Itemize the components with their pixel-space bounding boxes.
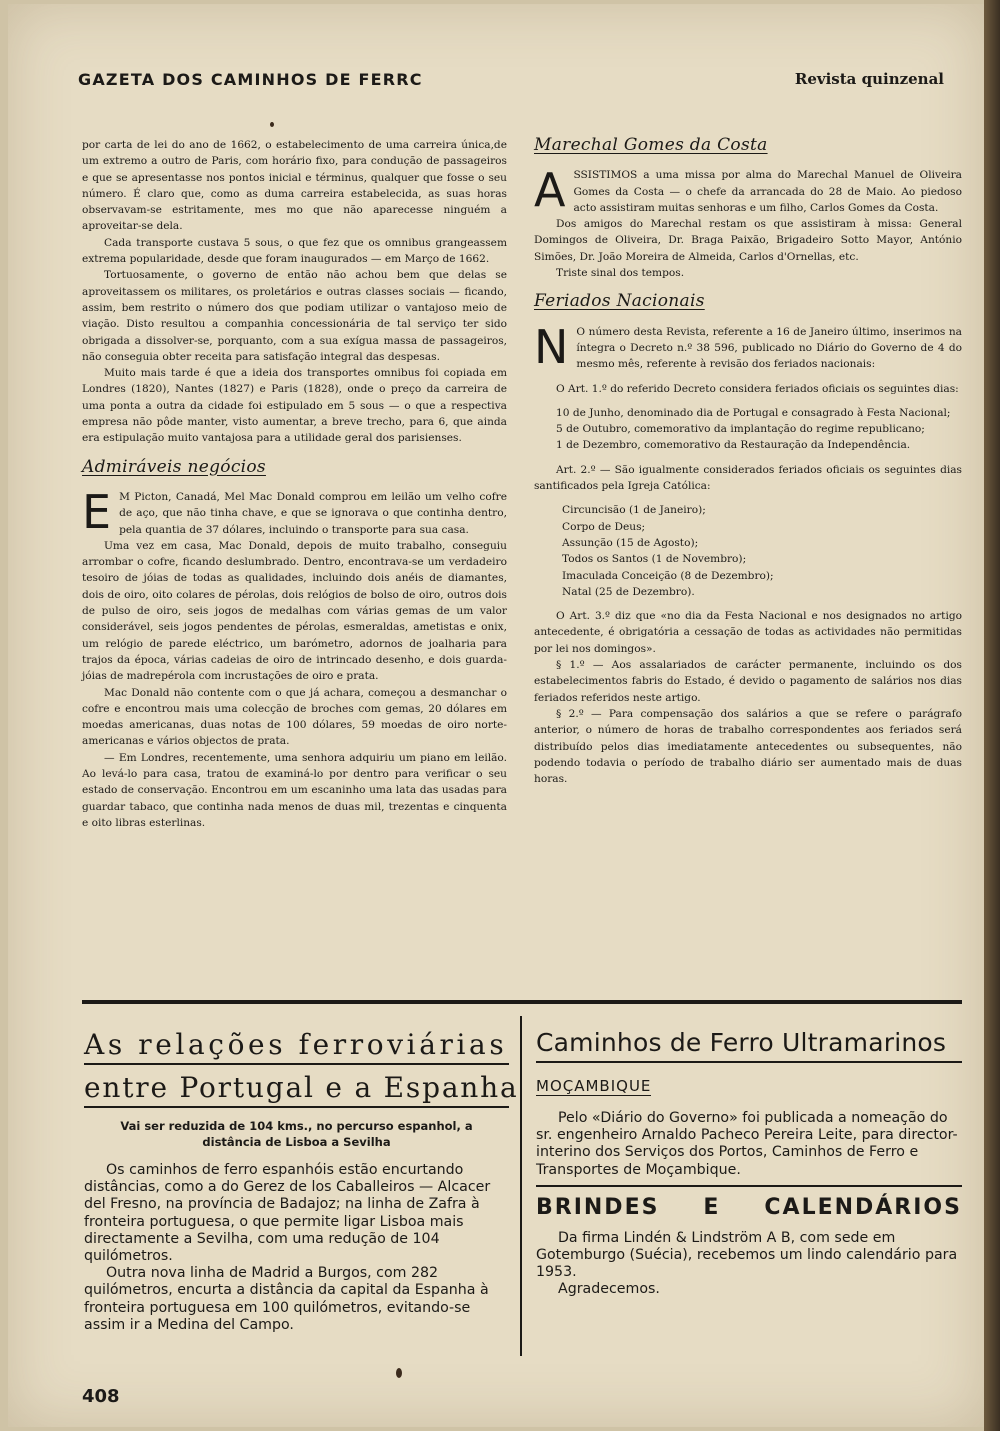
column-divider bbox=[520, 1016, 522, 1356]
holiday-item: 5 de Outubro, comemorativo da implantação do regime republicano; bbox=[556, 423, 925, 436]
article-body bbox=[84, 1162, 509, 1334]
article-paragraph: O número desta Revista, referente a 16 de Janeiro último, inserimos na íntegra o Decreto n.º 38 596, publicado no Diário do Governo de 4 do mesmo mês, referente à revisão dos feriados nacionais: bbox=[576, 325, 962, 371]
article-paragraph: — Em Londres, recentemente, uma senhora adquiriu um piano em leilão. Ao levá-lo para casa, tratou de examiná-lo por dentro para verificar o seu estado de conservação. Encontrou em um escaninho uma lata das usadas para guardar tabaco, que continha nada menos de duas mil, trezentas e cinquenta e oito libras esterlinas. bbox=[82, 751, 507, 829]
article-paragraph: Os caminhos de ferro espanhóis estão encurtando distâncias, como a do Gerez de los Caballeiros — Alcacer del Fresno, na província de Badajoz; na linha de Zafra à fronteira portuguesa, o que permite ligar Lisboa mais directamente a Sevilha, com uma redução de 104 quilómetros. bbox=[84, 1162, 491, 1265]
left-column bbox=[82, 137, 507, 831]
magazine-page bbox=[8, 4, 984, 1427]
article-paragraph: Cada transporte custava 5 sous, o que fez que os omnibus grangeassem extrema popularidade, desde que foram inaugurados — em Março de 1662. bbox=[82, 236, 507, 266]
ink-dot bbox=[396, 1368, 402, 1378]
dropcap-paragraph bbox=[534, 163, 962, 218]
article-paragraph: SSISTIMOS a uma missa por alma do Marechal Manuel de Oliveira Gomes da Costa — o chefe da arrancada do 28 de Maio. Ao piedoso acto assistiram muitas senhoras e um filho, Carlos Gomes da Costa. bbox=[573, 169, 962, 214]
article-paragraph: M Picton, Canadá, Mel Mac Donald comprou em leilão um velho cofre de aço, que não tinha chave, e que se ignorava o que continha dentro, pela quantia de 37 dólares, incluindo o transporte para sua casa. bbox=[119, 490, 507, 536]
title-word: E bbox=[703, 1194, 721, 1220]
railway-relations-article bbox=[84, 1028, 519, 1334]
section-title-admiraveis: Admiráveis negócios bbox=[82, 456, 266, 477]
holiday-item: 1 de Dezembro, comemorativo da Restauração da Independência. bbox=[556, 439, 911, 452]
article-paragraph: Dos amigos do Marechal restam os que assistiram à missa: General Domingos de Oliveira, Dr. Braga Paixão, Brigadeiro Sotto Mayor, António Simões, Dr. João Moreira de Almeida, Carlos d'Ornellas, etc. bbox=[534, 218, 962, 263]
article-paragraph: Uma vez em casa, Mac Donald, depois de muito trabalho, conseguiu arrombar o cofre, ficando deslumbrado. Dentro, encontrava-se um verdadeiro tesoiro de jóias de todas as qualidades, incluindo dois anéis de diamantes, dois de oiro, oito colares de pérolas, dois relógios de bolso de oiro, outros dois de pulso de oiro, seis jogos de medalhas com várias gemas de um valor considerável, seis jogos pendentes de pérolas, esmeraldas, ametistas e onix, um relógio de parede eléctrico, um barómetro, adornos de joalharia para trajos da época, várias cadeias de oiro de intrincado desenho, e dois guarda-jóias de madrepérola com incrustações de oiro e prata. bbox=[82, 539, 507, 683]
article-paragraph: Outra nova linha de Madrid a Burgos, com 282 quilómetros, encurta a distância da capital da Espanha à fronteira portuguesa em 100 quilómetros, evitando-se assim ir a Medina del Campo. bbox=[84, 1265, 489, 1333]
article-body bbox=[536, 1110, 962, 1179]
title-word: CALENDÁRIOS bbox=[764, 1194, 962, 1220]
section-title-marechal: Marechal Gomes da Costa bbox=[534, 135, 768, 155]
section-divider bbox=[82, 1000, 962, 1004]
holiday-item: Natal (25 de Dezembro). bbox=[562, 585, 695, 598]
article-title: Caminhos de Ferro Ultramarinos bbox=[536, 1028, 962, 1063]
holiday-item: Corpo de Deus; bbox=[562, 520, 646, 533]
article-paragraph: Triste sinal dos tempos. bbox=[556, 267, 685, 280]
holiday-item: Imaculada Conceição (8 de Dezembro); bbox=[562, 569, 774, 582]
dropcap: E bbox=[82, 484, 112, 539]
article-paragraph: Tortuosamente, o governo de então não achou bem que delas se aproveitassem os militares, os proletários e outras classes sociais — ficando, assim, bem restrito o número dos que podiam utilizar o vantajoso meio de viação. Disto resultou a companhia concessionária de tal serviço ter sido obrigada a dissolver-se, porquanto, com a sua exígua massa de passageiros, não conseguia obter receita para satisfação integral das despesas. bbox=[82, 269, 507, 363]
article-paragraph: por carta de lei do ano de 1662, o estabelecimento de uma carreira única,de um extremo a outro de Paris, com horário fixo, para condução de passageiros e que se apresentasse nos pontos inicial e términus, qualquer que fosse o seu número. É claro que, como as duma carreira estabelecida, as suas horas observavam-se estritamente, mes mo que não aparecesse ninguém a aproveitar-se dela. bbox=[82, 139, 507, 233]
binding-spine bbox=[984, 0, 1000, 1431]
holiday-item: Assunção (15 de Agosto); bbox=[562, 536, 699, 549]
article-paragraph: § 1.º — Aos assalariados de carácter permanente, incluindo os dos estabelecimentos fabris do Estado, é devido o pagamento de salários nos dias feriados referidos neste artigo. bbox=[534, 659, 962, 704]
ultramarinos-article bbox=[536, 1028, 962, 1299]
article-title: As relações ferroviárias bbox=[84, 1028, 509, 1065]
title-word: BRINDES bbox=[536, 1194, 660, 1220]
page-number: 408 bbox=[82, 1386, 120, 1407]
header-subtitle: Revista quinzenal bbox=[794, 70, 944, 88]
article-paragraph: Muito mais tarde é que a ideia dos transportes omnibus foi copiada em Londres (1820), Nantes (1827) e Paris (1828), onde o preço da carreira de uma ponta a outra da cidade foi estipulado em 5 sous — o que a respectiva empresa não pôde manter, visto aumentar, a breve trecho, para 6, que ainda era estipulação muito vantajosa para a utilidade geral dos parisienses. bbox=[82, 367, 507, 445]
article-paragraph: § 2.º — Para compensação dos salários a que se refere o parágrafo anterior, o número de horas de trabalho correspondentes aos feriados será distribuído pelos dias imediatamente antecedentes ou subsequentes, não podendo todavia o período de trabalho diário ser aumentado mais de duas horas. bbox=[534, 707, 962, 786]
dropcap-paragraph bbox=[534, 319, 962, 374]
section-title-feriados: Feriados Nacionais bbox=[534, 291, 705, 312]
brindes-title bbox=[536, 1185, 962, 1220]
dropcap-paragraph bbox=[82, 484, 507, 539]
holiday-item: Circuncisão (1 de Janeiro); bbox=[562, 504, 706, 517]
article-paragraph: Pelo «Diário do Governo» foi publicada a nomeação do sr. engenheiro Arnaldo Pacheco Pereira Leite, para director-interino dos Serviços dos Portos, Caminhos de Ferro e Transportes de Moçambique. bbox=[536, 1110, 958, 1178]
holiday-item: 10 de Junho, denominado dia de Portugal e consagrado à Festa Nacional; bbox=[556, 406, 951, 419]
article-paragraph: Mac Donald não contente com o que já achara, começou a desmanchar o cofre e encontrou mais uma colecção de broches com gemas, 20 dólares em moedas americanas, duas notas de 100 dólares, 59 moedas de oiro norte-americanas e vários objectos de prata. bbox=[82, 686, 507, 748]
article-paragraph: Agradecemos. bbox=[558, 1281, 660, 1298]
holiday-item: Todos os Santos (1 de Novembro); bbox=[562, 553, 747, 566]
subsection-title: MOÇAMBIQUE bbox=[536, 1077, 652, 1095]
ink-dot bbox=[270, 122, 274, 127]
article-body bbox=[536, 1230, 962, 1299]
dropcap: N bbox=[534, 319, 569, 374]
header-title: GAZETA DOS CAMINHOS DE FERRC bbox=[78, 70, 423, 89]
article-title: entre Portugal e a Espanha bbox=[84, 1071, 509, 1108]
article-paragraph: O Art. 1.º do referido Decreto considera feriados oficiais os seguintes dias: bbox=[556, 382, 959, 395]
dropcap: A bbox=[534, 163, 566, 218]
article-paragraph: Da firma Lindén & Lindström A B, com sede em Gotemburgo (Suécia), recebemos um lindo calendário para 1953. bbox=[536, 1229, 958, 1281]
right-column bbox=[534, 137, 962, 787]
article-paragraph: Art. 2.º — São igualmente considerados feriados oficiais os seguintes dias santificados pela Igreja Católica: bbox=[534, 463, 962, 493]
article-paragraph: O Art. 3.º diz que «no dia da Festa Nacional e nos designados no artigo antecedente, é obrigatória a cessação de todas as actividades não permitidas por lei nos domingos». bbox=[534, 610, 962, 655]
article-subtitle: Vai ser reduzida de 104 kms., no percurso espanhol, a distância de Lisboa a Sevilha bbox=[120, 1119, 473, 1149]
